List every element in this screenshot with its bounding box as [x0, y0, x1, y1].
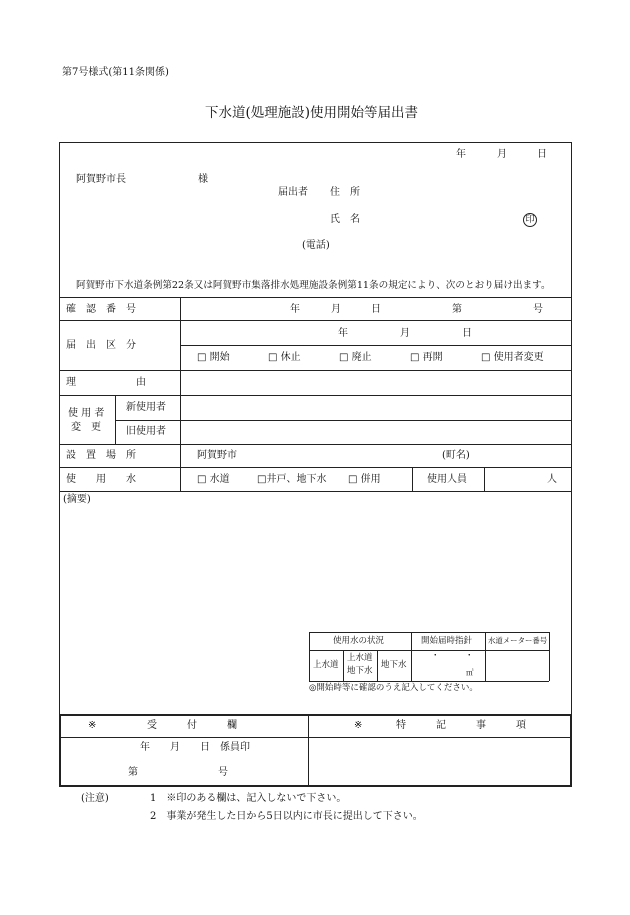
- reception-divider: [308, 714, 309, 786]
- row-line: [59, 395, 572, 396]
- confirm-go: 号: [533, 304, 543, 315]
- reason-label: 理 由: [66, 377, 146, 388]
- row-line: [59, 320, 572, 321]
- name-label: 氏 名: [330, 214, 360, 225]
- special-mark: ※: [354, 720, 363, 731]
- inner-table-line: [411, 632, 412, 681]
- persons-label: 使用人員: [427, 474, 467, 485]
- label-column-line: [180, 297, 181, 491]
- checkbox-abolish[interactable]: □ 廃止: [339, 352, 372, 363]
- reception-label: 受 付 欄: [147, 720, 237, 731]
- date-month: 月: [497, 149, 507, 160]
- reception-bottom: [59, 785, 572, 787]
- seal-icon: 印: [523, 213, 537, 227]
- reception-mark: ※: [88, 720, 97, 731]
- form-title: 下水道(処理施設)使用開始等届出書: [205, 105, 419, 121]
- row-line: [59, 370, 572, 371]
- category-label: 届 出 区 分: [66, 340, 136, 351]
- inner-table-line: [549, 632, 550, 681]
- checkbox-suspend[interactable]: □ 休止: [268, 352, 301, 363]
- reception-header-line: [59, 737, 572, 738]
- location-label: 設 置 場 所: [66, 450, 136, 461]
- inner-table-line: [377, 650, 378, 681]
- inner-table-line: [309, 650, 549, 651]
- persons-line: [484, 467, 485, 491]
- reception-right: [570, 714, 572, 786]
- addressee: 阿賀野市長: [76, 174, 126, 185]
- address-label: 住 所: [330, 187, 360, 198]
- category-day: 日: [462, 328, 472, 339]
- cubic-meter-unit: ㎥: [466, 668, 474, 677]
- cell-groundwater: 地下水: [381, 660, 407, 670]
- reading-dots: ・ ・: [431, 651, 474, 661]
- checkbox-start[interactable]: □ 開始: [197, 352, 230, 363]
- row-line: [59, 467, 572, 468]
- frame-top: [59, 142, 572, 143]
- notes-heading: (注意): [81, 793, 109, 804]
- category-month: 月: [400, 328, 410, 339]
- location-town: (町名): [442, 450, 470, 461]
- date-day: 日: [537, 149, 547, 160]
- confirm-number-label: 確 認 番 号: [66, 304, 136, 315]
- applicant-label: 届出者: [278, 187, 308, 198]
- meter-number-header: 水道メーター番号: [488, 636, 548, 645]
- addressee-honorific: 様: [198, 174, 208, 185]
- inner-table-line: [485, 632, 486, 681]
- checkbox-resume[interactable]: □ 再開: [410, 352, 443, 363]
- water-label: 使 用 水: [66, 474, 136, 485]
- persons-unit: 人: [547, 474, 557, 485]
- user-change-label-1: 使 用 者: [68, 408, 105, 419]
- reception-date-line: 年 月 日 係員印: [140, 742, 250, 753]
- form-number: 第7号様式(第11条関係): [62, 67, 169, 78]
- start-reading-header: 開始届時指針: [421, 636, 473, 646]
- note-item: 2 事業が発生した日から5日以内に市長に提出して下さい。: [150, 811, 423, 822]
- checkbox-water-supply[interactable]: □ 水道: [197, 474, 230, 485]
- reception-top: [59, 714, 572, 716]
- frame-right: [571, 142, 572, 714]
- confirm-dai: 第: [452, 304, 462, 315]
- confirm-month: 月: [331, 304, 341, 315]
- confirm-year: 年: [290, 304, 300, 315]
- inner-table-line: [309, 681, 549, 682]
- remarks-label: (摘要): [63, 494, 91, 505]
- frame-left: [59, 142, 60, 714]
- location-city: 阿賀野市: [197, 450, 237, 461]
- row-line: [59, 297, 572, 298]
- water-status-header: 使用水の状況: [333, 636, 385, 646]
- date-year: 年: [456, 149, 466, 160]
- statement: 阿賀野市下水道条例第22条又は阿賀野市集落排水処理施設条例第11条の規定により、次のとおり届け出ます。: [76, 280, 551, 291]
- checkbox-well-water[interactable]: □井戸、地下水: [257, 474, 327, 485]
- inner-table-line: [309, 632, 549, 633]
- cell-combined-bottom: 地下水: [347, 666, 373, 676]
- change-split-line: [115, 395, 116, 444]
- cell-water-supply: 上水道: [313, 660, 339, 670]
- reception-left: [59, 714, 61, 786]
- phone-label: (電話): [302, 240, 330, 251]
- confirm-day: 日: [371, 304, 381, 315]
- inner-table-note: ◎開始時等に確認のうえ記入してください。: [309, 683, 478, 693]
- persons-line: [412, 467, 413, 491]
- inner-table-line: [343, 650, 344, 681]
- note-item: 1 ※印のある欄は、記入しないで下さい。: [150, 793, 347, 804]
- row-line: [180, 345, 572, 346]
- cell-combined-top: 上水道: [347, 653, 373, 663]
- user-change-label-2: 変 更: [71, 422, 101, 433]
- special-notes-label: 特 記 事 項: [396, 720, 526, 731]
- row-line: [59, 491, 572, 492]
- row-line: [59, 444, 572, 445]
- inner-table-line: [309, 632, 310, 681]
- new-user-label: 新使用者: [126, 402, 166, 413]
- category-year: 年: [338, 328, 348, 339]
- reception-number-line: 第 号: [128, 767, 228, 778]
- row-line: [115, 420, 572, 421]
- old-user-label: 旧使用者: [126, 426, 166, 437]
- checkbox-combined[interactable]: □ 併用: [348, 474, 381, 485]
- checkbox-user-change[interactable]: □ 使用者変更: [481, 352, 544, 363]
